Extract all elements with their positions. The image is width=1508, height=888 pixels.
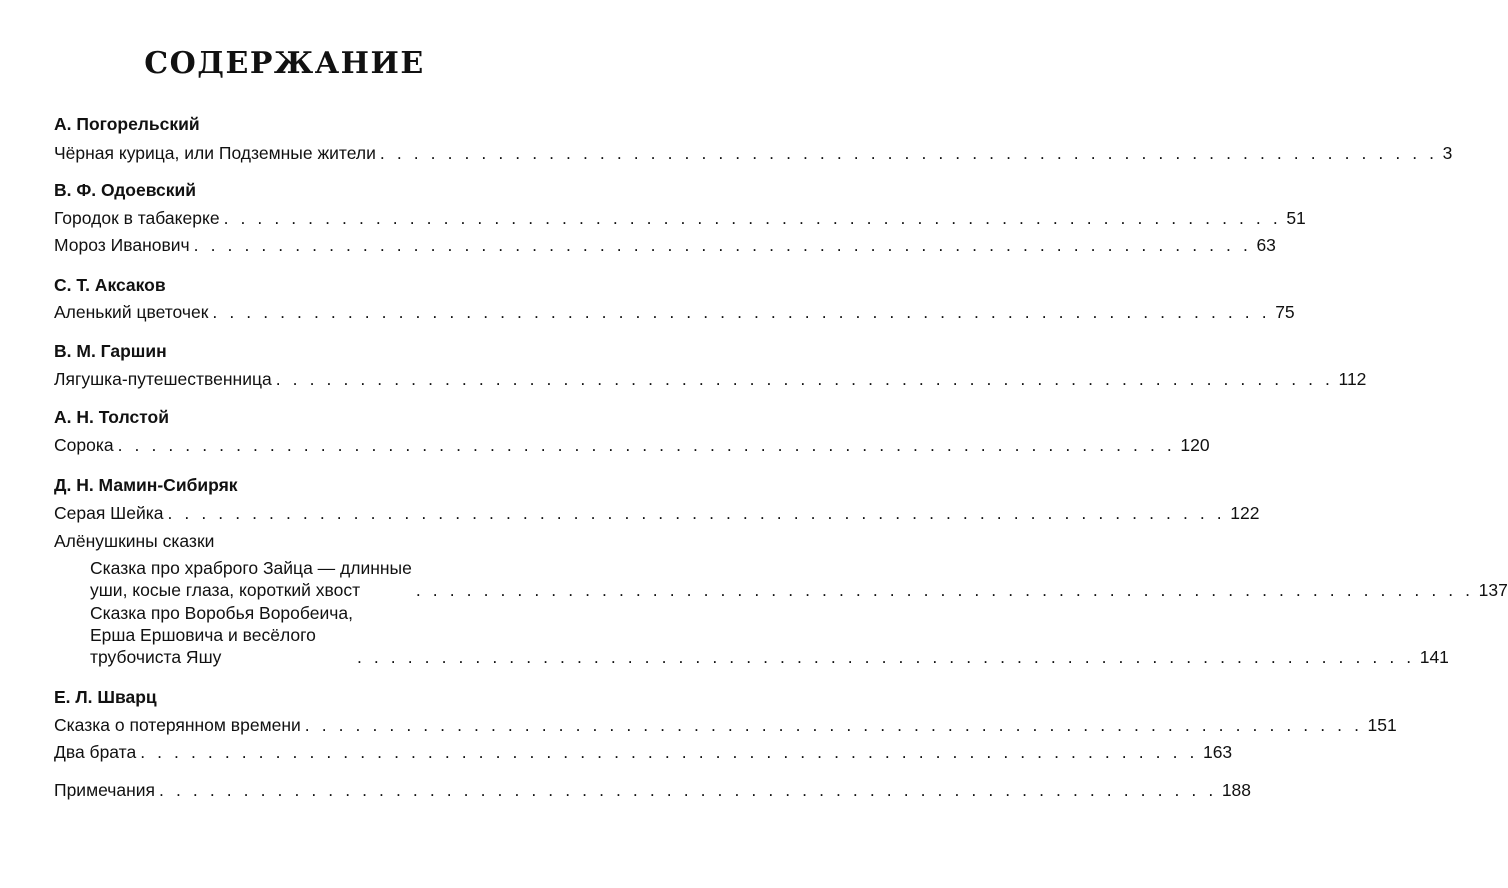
toc-entry[interactable] <box>54 368 1367 390</box>
dot-leader: . . . . . . . . . . . . . . . . . . . . . . . . . . . . . . . . . . . . . . . . . . . . . . . . . . . . . . . . . . . . . . . <box>379 143 1438 163</box>
entry-title-line: уши, косые глаза, короткий хвост <box>90 580 361 600</box>
author-heading: Д. Н. Мамин-Сибиряк <box>54 475 238 495</box>
entry-title-line: Сказка про храброго Зайца — длинные <box>90 558 412 578</box>
page-number: 141 <box>1419 647 1449 667</box>
entry-title-line: Ерша Ершовича и весёлого <box>90 625 316 645</box>
toc-subentry[interactable] <box>90 557 1508 601</box>
toc-entry[interactable] <box>54 301 1295 323</box>
page-number: 120 <box>1180 435 1210 455</box>
dot-leader: . . . . . . . . . . . . . . . . . . . . . . . . . . . . . . . . . . . . . . . . . . . . . . . . . . . . . . . . . . . . . . . <box>193 235 1252 255</box>
page-number: 51 <box>1286 208 1306 228</box>
toc-entry[interactable] <box>54 207 1306 229</box>
toc-entry[interactable] <box>54 502 1260 524</box>
page-number: 188 <box>1221 780 1252 800</box>
dot-leader: . . . . . . . . . . . . . . . . . . . . . . . . . . . . . . . . . . . . . . . . . . . . . . . . . . . . . . . . . . . . . . . <box>415 580 1474 600</box>
toc-entry[interactable] <box>54 142 1453 164</box>
dot-leader: . . . . . . . . . . . . . . . . . . . . . . . . . . . . . . . . . . . . . . . . . . . . . . . . . . . . . . . . . . . . . . . <box>167 503 1226 523</box>
entry-title: Сказка о потерянном времени <box>54 715 301 735</box>
page-number: 122 <box>1230 503 1260 523</box>
entry-title-line: трубочиста Яшу <box>90 647 222 667</box>
author-heading: В. Ф. Одоевский <box>54 180 197 200</box>
entry-title: Серая Шейка <box>54 503 164 523</box>
dot-leader: . . . . . . . . . . . . . . . . . . . . . . . . . . . . . . . . . . . . . . . . . . . . . . . . . . . . . . . . . . . . . . . <box>223 208 1282 228</box>
entry-title-line: Сказка про Воробья Воробеича, <box>90 603 353 623</box>
dot-leader: . . . . . . . . . . . . . . . . . . . . . . . . . . . . . . . . . . . . . . . . . . . . . . . . . . . . . . . . . . . . . . . <box>140 742 1198 762</box>
dot-leader: . . . . . . . . . . . . . . . . . . . . . . . . . . . . . . . . . . . . . . . . . . . . . . . . . . . . . . . . . . . . . . . <box>212 302 1271 322</box>
toc-entry[interactable] <box>54 714 1397 736</box>
author-heading: А. Погорельский <box>54 114 200 134</box>
page-number: 137 <box>1478 580 1508 600</box>
author-heading: С. Т. Аксаков <box>54 275 166 295</box>
dot-leader: . . . . . . . . . . . . . . . . . . . . . . . . . . . . . . . . . . . . . . . . . . . . . . . . . . . . . . . . . . . . . . . <box>159 780 1217 800</box>
dot-leader: . . . . . . . . . . . . . . . . . . . . . . . . . . . . . . . . . . . . . . . . . . . . . . . . . . . . . . . . . . . . . . . <box>356 647 1415 667</box>
entry-title: Сорока <box>54 435 114 455</box>
entry-title: Два брата <box>54 742 137 762</box>
page-number: 151 <box>1367 715 1397 735</box>
toc-entry[interactable] <box>54 234 1276 256</box>
page-number: 3 <box>1442 143 1453 163</box>
entry-title: Мороз Иванович <box>54 235 190 255</box>
page-number: 163 <box>1202 742 1233 762</box>
author-heading: Е. Л. Шварц <box>54 687 157 707</box>
page-number: 63 <box>1256 235 1276 255</box>
author-heading: А. Н. Толстой <box>54 407 169 427</box>
dot-leader: . . . . . . . . . . . . . . . . . . . . . . . . . . . . . . . . . . . . . . . . . . . . . . . . . . . . . . . . . . . . . . . <box>117 435 1176 455</box>
entry-title: Лягушка-путешественница <box>54 369 272 389</box>
dot-leader: . . . . . . . . . . . . . . . . . . . . . . . . . . . . . . . . . . . . . . . . . . . . . . . . . . . . . . . . . . . . . . . <box>275 369 1334 389</box>
toc-entry[interactable] <box>54 434 1210 456</box>
author-heading: В. М. Гаршин <box>54 341 167 361</box>
dot-leader: . . . . . . . . . . . . . . . . . . . . . . . . . . . . . . . . . . . . . . . . . . . . . . . . . . . . . . . . . . . . . . . <box>304 715 1363 735</box>
toc-entry[interactable] <box>54 741 1233 763</box>
page-number: 75 <box>1275 302 1295 322</box>
entry-title: Городок в табакерке <box>54 208 220 228</box>
toc-entry-notes[interactable] <box>54 779 1252 801</box>
page-title: СОДЕРЖАНИЕ <box>144 46 425 81</box>
entry-title: Аленький цветочек <box>54 302 209 322</box>
entry-title: Примечания <box>54 780 156 800</box>
entry-title: Чёрная курица, или Подземные жители <box>54 143 376 163</box>
toc-subentry[interactable] <box>90 602 1449 668</box>
page-number: 112 <box>1338 369 1367 389</box>
collection-heading: Алёнушкины сказки <box>54 531 215 551</box>
